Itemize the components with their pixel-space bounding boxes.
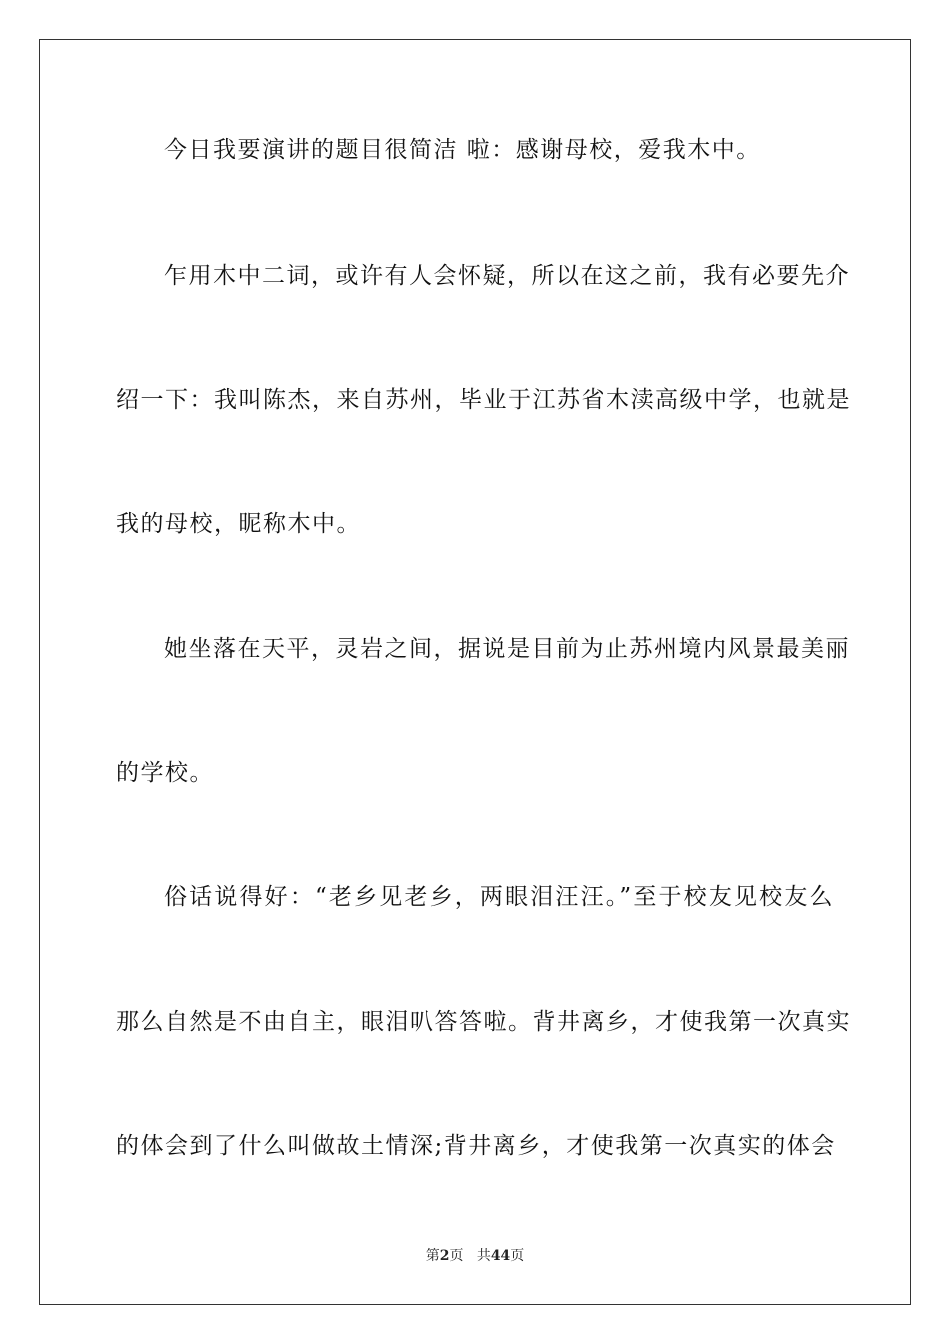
paragraph-line: 今日我要演讲的题目很简洁 啦：感谢母校，爱我木中。 (164, 137, 761, 163)
paragraph-line: 她坐落在天平，灵岩之间，据说是目前为止苏州境内风景最美丽 (164, 636, 850, 662)
total-prefix: 共 (476, 1248, 491, 1264)
paragraph-line: 那么自然是不由自主，眼泪叭答答啦。背井离乡，才使我第一次真实 (116, 1009, 851, 1035)
paragraph-line: 绍一下：我叫陈杰，来自苏州，毕业于江苏省木渎高级中学，也就是 (116, 387, 851, 413)
paragraph-line: 乍用木中二词，或许有人会怀疑，所以在这之前，我有必要先介 (164, 263, 850, 289)
paragraph-line: 的体会到了什么叫做故土情深;背井离乡，才使我第一次真实的体会 (116, 1133, 836, 1159)
page-prefix: 第 (425, 1248, 440, 1264)
page-frame (39, 39, 911, 1305)
paragraph-line: 俗话说得好：“老乡见老乡，两眼泪汪汪。”至于校友见校友么 (164, 884, 834, 910)
page-suffix: 页 (449, 1248, 464, 1264)
page-current: 2 (439, 1248, 450, 1264)
page-footer (0, 1247, 950, 1265)
page-total: 44 (490, 1248, 511, 1264)
total-suffix: 页 (510, 1248, 525, 1264)
paragraph-line: 的学校。 (116, 760, 214, 786)
paragraph-line: 我的母校，昵称木中。 (116, 511, 361, 537)
